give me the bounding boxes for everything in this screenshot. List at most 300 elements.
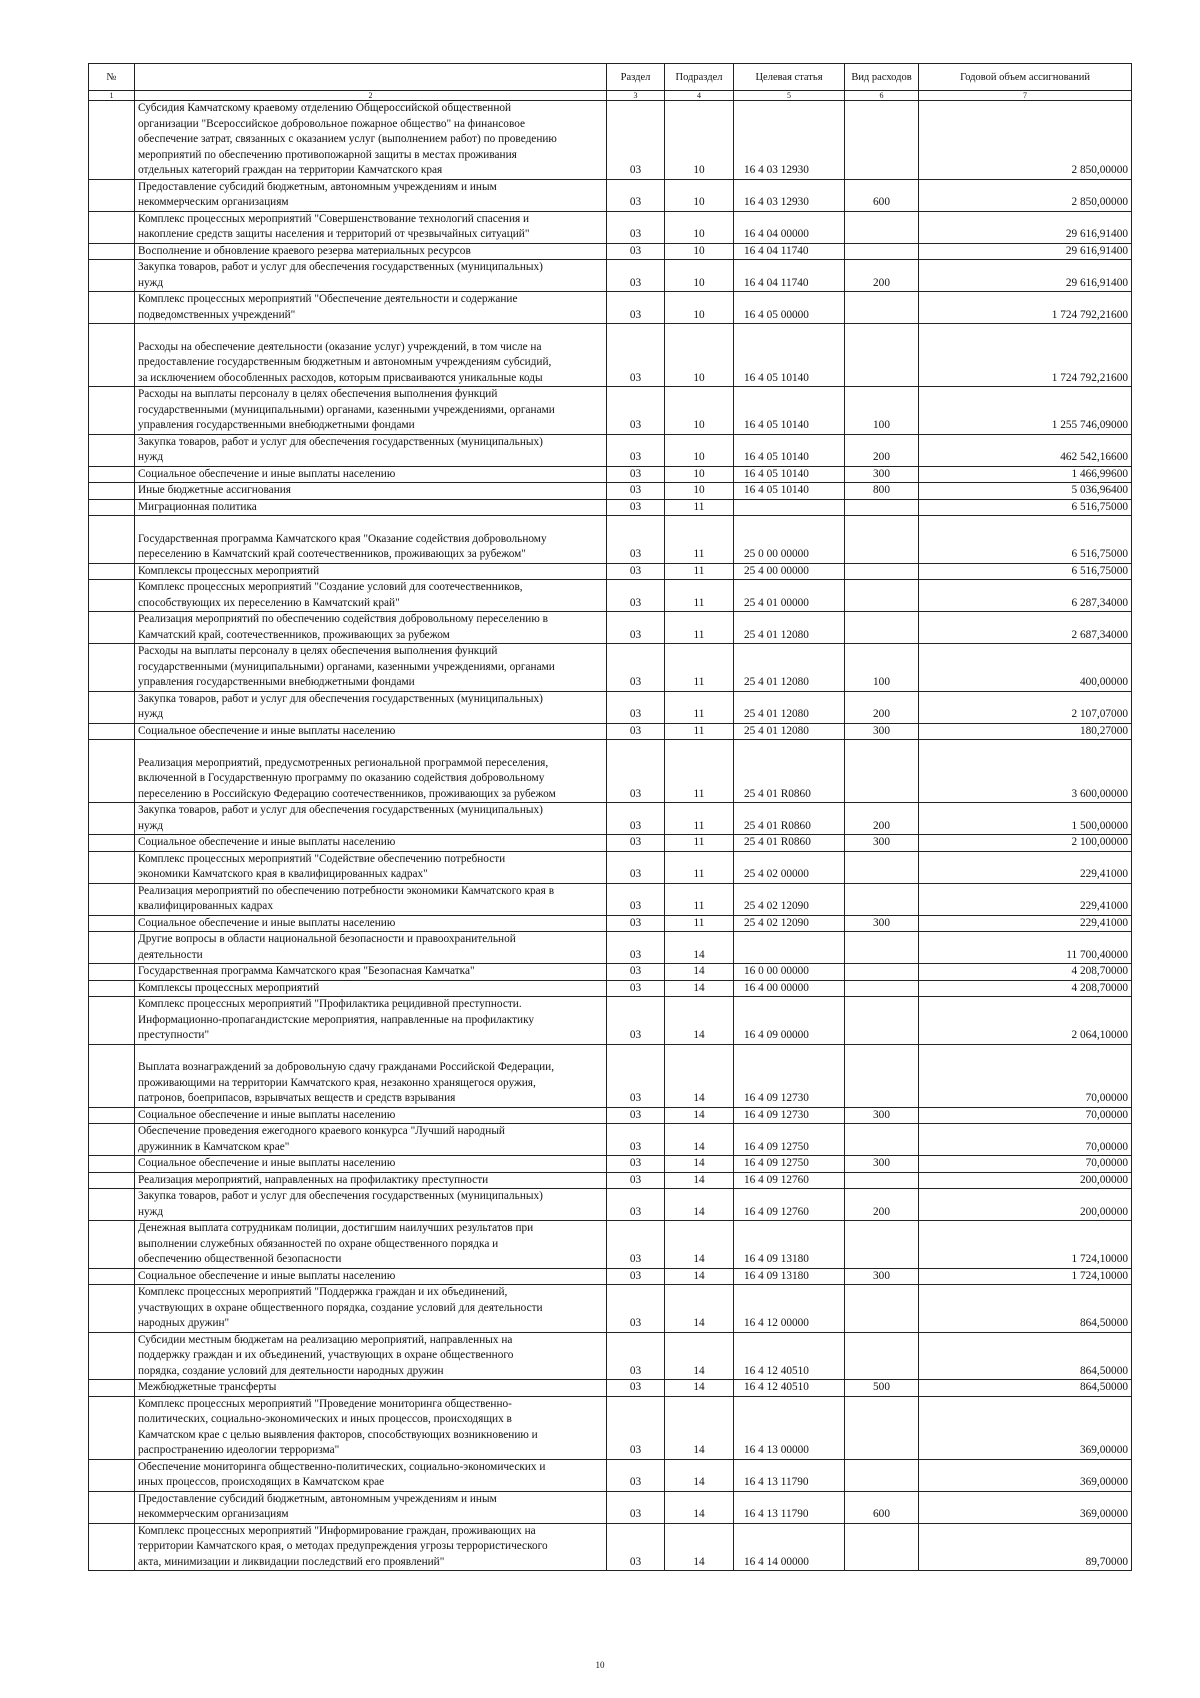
subsection-code-cell: 14 [665,1459,734,1491]
annual-amount-cell: 70,00000 [919,1156,1132,1173]
table-row [89,260,1132,292]
table-row [89,466,1132,483]
table-row [89,1380,1132,1397]
row-number-cell [89,499,135,516]
table-row [89,1396,1132,1459]
row-number-cell [89,1380,135,1397]
expense-kind-cell: 600 [845,179,919,211]
annual-amount-cell: 2 687,34000 [919,612,1132,644]
item-name-cell: Предоставление субсидий бюджетным, автономным учреждениям и иным некоммерческим организациям [135,1491,607,1523]
expense-kind-cell: 600 [845,1491,919,1523]
annual-amount-cell: 180,27000 [919,723,1132,740]
expense-kind-cell: 300 [845,835,919,852]
section-code-cell: 03 [607,243,665,260]
expense-kind-cell: 200 [845,260,919,292]
expense-kind-cell: 500 [845,1380,919,1397]
item-name-cell: Денежная выплата сотрудникам полиции, достигшим наилучших результатов при выполнении служебных обязанностей по охране общественного порядка и обеспечению общественной безопасности [135,1221,607,1269]
annual-amount-cell: 400,00000 [919,644,1132,692]
target-article-cell: 16 4 03 12930 [734,179,845,211]
expense-kind-cell: 100 [845,644,919,692]
expense-kind-cell [845,1396,919,1459]
row-number-cell [89,723,135,740]
target-article-cell: 16 4 13 00000 [734,1396,845,1459]
subsection-code-cell: 14 [665,1172,734,1189]
item-name-cell: Расходы на обеспечение деятельности (оказание услуг) учреждений, в том числе на предоставление государственным бюджетным и автономным учреждениям субсидий, за исключением обособленных расходов, которым присваиваются уникальные коды [135,324,607,387]
target-article-cell: 25 4 02 00000 [734,851,845,883]
item-name-cell: Социальное обеспечение и иные выплаты населению [135,1268,607,1285]
annual-amount-cell: 864,50000 [919,1380,1132,1397]
section-code-cell: 03 [607,612,665,644]
subsection-code-cell: 10 [665,324,734,387]
section-code-cell: 03 [607,1189,665,1221]
table-row [89,179,1132,211]
header-num: № [89,64,135,91]
target-article-cell: 25 4 01 12080 [734,644,845,692]
table-row [89,1221,1132,1269]
subsection-code-cell: 10 [665,211,734,243]
item-name-cell: Реализация мероприятий, предусмотренных региональной программой переселения, включенной в Государственную программу по оказанию содействия добровольному переселению в Российскую Федерацию соотечественников, проживающих за рубежом [135,740,607,803]
annual-amount-cell: 1 724,10000 [919,1268,1132,1285]
section-code-cell: 03 [607,932,665,964]
expense-kind-cell: 200 [845,803,919,835]
expense-kind-cell [845,243,919,260]
target-article-cell: 16 4 04 00000 [734,211,845,243]
annual-amount-cell: 89,70000 [919,1523,1132,1571]
item-name-cell: Иные бюджетные ассигнования [135,483,607,500]
expense-kind-cell [845,851,919,883]
subsection-code-cell: 11 [665,612,734,644]
target-article-cell: 16 4 12 40510 [734,1380,845,1397]
section-code-cell: 03 [607,1268,665,1285]
row-number-cell [89,997,135,1045]
section-code-cell: 03 [607,1332,665,1380]
table-row [89,324,1132,387]
target-article-cell: 16 4 05 10140 [734,483,845,500]
subsection-code-cell: 11 [665,691,734,723]
expense-kind-cell [845,612,919,644]
section-code-cell: 03 [607,883,665,915]
table-row [89,1172,1132,1189]
item-name-cell: Комплекс процессных мероприятий "Поддержка граждан и их объединений, участвующих в охране общественного порядка, создание условий для деятельности народных дружин" [135,1285,607,1333]
table-row [89,483,1132,500]
table-row [89,883,1132,915]
table-row [89,1332,1132,1380]
target-article-cell: 16 4 05 10140 [734,387,845,435]
table-row [89,851,1132,883]
table-row [89,580,1132,612]
row-number-cell [89,964,135,981]
table-row [89,1268,1132,1285]
row-number-cell [89,1124,135,1156]
expense-kind-cell [845,980,919,997]
expense-kind-cell [845,516,919,564]
target-article-cell: 16 4 09 13180 [734,1268,845,1285]
section-code-cell: 03 [607,292,665,324]
annual-amount-cell: 70,00000 [919,1107,1132,1124]
section-code-cell: 03 [607,1396,665,1459]
section-code-cell: 03 [607,434,665,466]
page-number: 10 [595,1660,605,1670]
table-row [89,1189,1132,1221]
annual-amount-cell: 864,50000 [919,1332,1132,1380]
section-code-cell: 03 [607,516,665,564]
table-row [89,964,1132,981]
subsection-code-cell: 14 [665,980,734,997]
item-name-cell: Комплекс процессных мероприятий "Обеспечение деятельности и содержание подведомственных учреждений" [135,292,607,324]
annual-amount-cell: 70,00000 [919,1044,1132,1107]
section-code-cell: 03 [607,1124,665,1156]
row-number-cell [89,1332,135,1380]
column-index: 3 [607,91,665,101]
annual-amount-cell: 462 542,16600 [919,434,1132,466]
section-code-cell: 03 [607,1491,665,1523]
table-row [89,243,1132,260]
target-article-cell: 16 4 04 11740 [734,260,845,292]
item-name-cell: Комплекс процессных мероприятий "Содействие обеспечению потребности экономики Камчатского края в квалифицированных кадрах" [135,851,607,883]
annual-amount-cell: 1 724,10000 [919,1221,1132,1269]
expense-kind-cell [845,1124,919,1156]
header-subsection: Подраздел [665,64,734,91]
table-row [89,1459,1132,1491]
subsection-code-cell: 10 [665,434,734,466]
budget-table-sheet [88,63,1131,1571]
annual-amount-cell: 229,41000 [919,883,1132,915]
expense-kind-cell: 800 [845,483,919,500]
row-number-cell [89,851,135,883]
item-name-cell: Предоставление субсидий бюджетным, автономным учреждениям и иным некоммерческим организациям [135,179,607,211]
row-number-cell [89,644,135,692]
item-name-cell: Обеспечение мониторинга общественно-политических, социально-экономических и иных процессов, происходящих в Камчатском крае [135,1459,607,1491]
target-article-cell: 16 4 00 00000 [734,980,845,997]
section-code-cell: 03 [607,1156,665,1173]
expense-kind-cell: 300 [845,723,919,740]
item-name-cell: Закупка товаров, работ и услуг для обеспечения государственных (муниципальных) нужд [135,691,607,723]
annual-amount-cell: 29 616,91400 [919,211,1132,243]
row-number-cell [89,803,135,835]
annual-amount-cell: 70,00000 [919,1124,1132,1156]
subsection-code-cell: 14 [665,1396,734,1459]
row-number-cell [89,179,135,211]
expense-kind-cell [845,1044,919,1107]
subsection-code-cell: 14 [665,1189,734,1221]
table-row [89,1107,1132,1124]
row-number-cell [89,243,135,260]
target-article-cell: 16 4 09 12730 [734,1044,845,1107]
table-row [89,387,1132,435]
expense-kind-cell [845,1332,919,1380]
item-name-cell: Социальное обеспечение и иные выплаты населению [135,466,607,483]
table-row [89,980,1132,997]
item-name-cell: Реализация мероприятий, направленных на профилактику преступности [135,1172,607,1189]
section-code-cell: 03 [607,915,665,932]
row-number-cell [89,101,135,180]
header-section: Раздел [607,64,665,91]
target-article-cell: 25 4 01 R0860 [734,803,845,835]
annual-amount-cell: 29 616,91400 [919,243,1132,260]
row-number-cell [89,292,135,324]
item-name-cell: Социальное обеспечение и иные выплаты населению [135,1107,607,1124]
item-name-cell: Межбюджетные трансферты [135,1380,607,1397]
target-article-cell: 16 4 12 00000 [734,1285,845,1333]
subsection-code-cell: 11 [665,803,734,835]
row-number-cell [89,1523,135,1571]
row-number-cell [89,466,135,483]
expense-kind-cell: 300 [845,1156,919,1173]
row-number-cell [89,1459,135,1491]
section-code-cell: 03 [607,1523,665,1571]
row-number-cell [89,434,135,466]
row-number-cell [89,580,135,612]
target-article-cell: 16 4 09 12760 [734,1189,845,1221]
subsection-code-cell: 11 [665,723,734,740]
section-code-cell: 03 [607,740,665,803]
item-name-cell: Социальное обеспечение и иные выплаты населению [135,915,607,932]
item-name-cell: Государственная программа Камчатского края "Безопасная Камчатка" [135,964,607,981]
section-code-cell: 03 [607,101,665,180]
expense-kind-cell [845,211,919,243]
subsection-code-cell: 11 [665,835,734,852]
table-row [89,1523,1132,1571]
expense-kind-cell [845,1459,919,1491]
subsection-code-cell: 14 [665,1044,734,1107]
item-name-cell: Государственная программа Камчатского края "Оказание содействия добровольному переселению в Камчатский край соотечественников, проживающих за рубежом" [135,516,607,564]
annual-amount-cell: 4 208,70000 [919,964,1132,981]
annual-amount-cell: 4 208,70000 [919,980,1132,997]
annual-amount-cell: 2 850,00000 [919,101,1132,180]
subsection-code-cell: 10 [665,292,734,324]
target-article-cell: 16 4 09 12760 [734,1172,845,1189]
table-row [89,1285,1132,1333]
subsection-code-cell: 10 [665,483,734,500]
annual-amount-cell: 1 500,00000 [919,803,1132,835]
row-number-cell [89,483,135,500]
expense-kind-cell [845,1172,919,1189]
item-name-cell: Социальное обеспечение и иные выплаты населению [135,1156,607,1173]
table-row [89,723,1132,740]
target-article-cell: 25 4 01 12080 [734,723,845,740]
row-number-cell [89,612,135,644]
annual-amount-cell: 1 724 792,21600 [919,324,1132,387]
expense-kind-cell [845,1285,919,1333]
subsection-code-cell: 10 [665,243,734,260]
subsection-code-cell: 11 [665,883,734,915]
annual-amount-cell: 6 516,75000 [919,516,1132,564]
annual-amount-cell: 2 064,10000 [919,997,1132,1045]
annual-amount-cell: 229,41000 [919,851,1132,883]
target-article-cell: 25 0 00 00000 [734,516,845,564]
expense-kind-cell [845,964,919,981]
target-article-cell: 25 4 01 12080 [734,691,845,723]
subsection-code-cell: 14 [665,1523,734,1571]
item-name-cell: Расходы на выплаты персоналу в целях обеспечения выполнения функций государственными (муниципальными) органами, казенными учреждениями, органами управления государственными внебюджетными фондами [135,387,607,435]
annual-amount-cell: 1 255 746,09000 [919,387,1132,435]
row-number-cell [89,1156,135,1173]
row-number-cell [89,691,135,723]
annual-amount-cell: 229,41000 [919,915,1132,932]
header-kind: Вид расходов [845,64,919,91]
target-article-cell: 16 4 05 10140 [734,466,845,483]
item-name-cell: Социальное обеспечение и иные выплаты населению [135,835,607,852]
row-number-cell [89,835,135,852]
item-name-cell: Комплекс процессных мероприятий "Совершенствование технологий спасения и накопление средств защиты населения и территорий от чрезвычайных ситуаций" [135,211,607,243]
target-article-cell: 25 4 02 12090 [734,883,845,915]
column-index: 1 [89,91,135,101]
table-row [89,803,1132,835]
row-number-cell [89,1491,135,1523]
subsection-code-cell: 10 [665,179,734,211]
target-article-cell: 16 4 09 00000 [734,997,845,1045]
row-number-cell [89,740,135,803]
target-article-cell: 16 4 05 00000 [734,292,845,324]
item-name-cell: Миграционная политика [135,499,607,516]
subsection-code-cell: 14 [665,1221,734,1269]
expense-kind-cell [845,1221,919,1269]
item-name-cell: Комплексы процессных мероприятий [135,980,607,997]
section-code-cell: 03 [607,1285,665,1333]
section-code-cell: 03 [607,1107,665,1124]
column-index: 4 [665,91,734,101]
target-article-cell: 25 4 00 00000 [734,563,845,580]
annual-amount-cell: 200,00000 [919,1172,1132,1189]
subsection-code-cell: 11 [665,915,734,932]
annual-amount-cell: 2 100,00000 [919,835,1132,852]
row-number-cell [89,260,135,292]
annual-amount-cell: 6 516,75000 [919,499,1132,516]
item-name-cell: Комплекс процессных мероприятий "Профилактика рецидивной преступности. Информационно-пропагандистские мероприятия, направленные на профилактику преступности" [135,997,607,1045]
section-code-cell: 03 [607,483,665,500]
table-row [89,835,1132,852]
table-row [89,1124,1132,1156]
section-code-cell: 03 [607,499,665,516]
subsection-code-cell: 11 [665,644,734,692]
target-article-cell: 25 4 01 00000 [734,580,845,612]
row-number-cell [89,1221,135,1269]
item-name-cell: Субсидии местным бюджетам на реализацию мероприятий, направленных на поддержку граждан и их объединений, участвующих в охране общественного порядка, создание условий для деятельности народных дружин [135,1332,607,1380]
target-article-cell: 25 4 01 R0860 [734,835,845,852]
header-amount: Годовой объем ассигнований [919,64,1132,91]
subsection-code-cell: 10 [665,387,734,435]
table-row [89,563,1132,580]
annual-amount-cell: 1 466,99600 [919,466,1132,483]
row-number-cell [89,1044,135,1107]
section-code-cell: 03 [607,466,665,483]
item-name-cell: Закупка товаров, работ и услуг для обеспечения государственных (муниципальных) нужд [135,260,607,292]
subsection-code-cell: 14 [665,997,734,1045]
table-row [89,932,1132,964]
section-code-cell: 03 [607,723,665,740]
subsection-code-cell: 11 [665,851,734,883]
subsection-code-cell: 14 [665,1285,734,1333]
expense-kind-cell: 300 [845,1107,919,1124]
section-code-cell: 03 [607,1459,665,1491]
expense-kind-cell: 300 [845,466,919,483]
row-number-cell [89,516,135,564]
expense-kind-cell [845,997,919,1045]
annual-amount-cell: 369,00000 [919,1396,1132,1459]
table-row [89,434,1132,466]
target-article-cell: 25 4 02 12090 [734,915,845,932]
item-name-cell: Комплекс процессных мероприятий "Информирование граждан, проживающих на территории Камчатского края, о методах предупреждения угрозы террористического акта, минимизации и ликвидации последствий его проявлений" [135,1523,607,1571]
table-row [89,997,1132,1045]
item-name-cell: Социальное обеспечение и иные выплаты населению [135,723,607,740]
section-code-cell: 03 [607,644,665,692]
expense-kind-cell: 300 [845,915,919,932]
expense-kind-cell [845,932,919,964]
budget-allocation-table [88,63,1132,1571]
item-name-cell: Восполнение и обновление краевого резерва материальных ресурсов [135,243,607,260]
expense-kind-cell [845,324,919,387]
section-code-cell: 03 [607,580,665,612]
item-name-cell: Выплата вознаграждений за добровольную сдачу гражданами Российской Федерации, проживающими на территории Камчатского края, незаконно хранящегося оружия, патронов, боеприпасов, взрывчатых веществ и средств взрывания [135,1044,607,1107]
row-number-cell [89,324,135,387]
row-number-cell [89,932,135,964]
row-number-cell [89,1396,135,1459]
column-index: 2 [135,91,607,101]
target-article-cell: 16 4 09 12750 [734,1156,845,1173]
subsection-code-cell: 10 [665,101,734,180]
subsection-code-cell: 14 [665,1268,734,1285]
section-code-cell: 03 [607,964,665,981]
annual-amount-cell: 11 700,40000 [919,932,1132,964]
section-code-cell: 03 [607,803,665,835]
item-name-cell: Реализация мероприятий по обеспечению содействия добровольному переселению в Камчатский край, соотечественников, проживающих за рубежом [135,612,607,644]
annual-amount-cell: 6 287,34000 [919,580,1132,612]
target-article-cell: 16 4 13 11790 [734,1459,845,1491]
table-row [89,915,1132,932]
item-name-cell: Субсидия Камчатскому краевому отделению Общероссийской общественной организации "Всероссийское добровольное пожарное общество" на финансовое обеспечение затрат, связанных с оказанием услуг (выполнением работ) по проведению мероприятий по обеспечению противопожарной защиты в местах проживания отдельных категорий граждан на территории Камчатского края [135,101,607,180]
target-article-cell: 16 4 05 10140 [734,434,845,466]
row-number-cell [89,563,135,580]
section-code-cell: 03 [607,691,665,723]
expense-kind-cell: 200 [845,1189,919,1221]
row-number-cell [89,1189,135,1221]
item-name-cell: Комплексы процессных мероприятий [135,563,607,580]
column-index-row [89,91,1132,101]
annual-amount-cell: 200,00000 [919,1189,1132,1221]
subsection-code-cell: 14 [665,1124,734,1156]
target-article-cell: 16 4 12 40510 [734,1332,845,1380]
table-row [89,1044,1132,1107]
subsection-code-cell: 10 [665,466,734,483]
item-name-cell: Обеспечение проведения ежегодного краевого конкурса "Лучший народный дружинник в Камчатском крае" [135,1124,607,1156]
table-row [89,740,1132,803]
expense-kind-cell: 200 [845,691,919,723]
section-code-cell: 03 [607,1380,665,1397]
section-code-cell: 03 [607,1044,665,1107]
header-target: Целевая статья [734,64,845,91]
row-number-cell [89,1107,135,1124]
table-row [89,1491,1132,1523]
annual-amount-cell: 369,00000 [919,1491,1132,1523]
target-article-cell: 16 4 04 11740 [734,243,845,260]
table-row [89,612,1132,644]
subsection-code-cell: 10 [665,260,734,292]
row-number-cell [89,980,135,997]
expense-kind-cell: 200 [845,434,919,466]
row-number-cell [89,1268,135,1285]
section-code-cell: 03 [607,387,665,435]
table-body [89,101,1132,1571]
row-number-cell [89,915,135,932]
annual-amount-cell: 5 036,96400 [919,483,1132,500]
annual-amount-cell: 1 724 792,21600 [919,292,1132,324]
section-code-cell: 03 [607,1172,665,1189]
target-article-cell: 16 4 09 13180 [734,1221,845,1269]
expense-kind-cell: 300 [845,1268,919,1285]
expense-kind-cell [845,499,919,516]
section-code-cell: 03 [607,211,665,243]
subsection-code-cell: 14 [665,1380,734,1397]
